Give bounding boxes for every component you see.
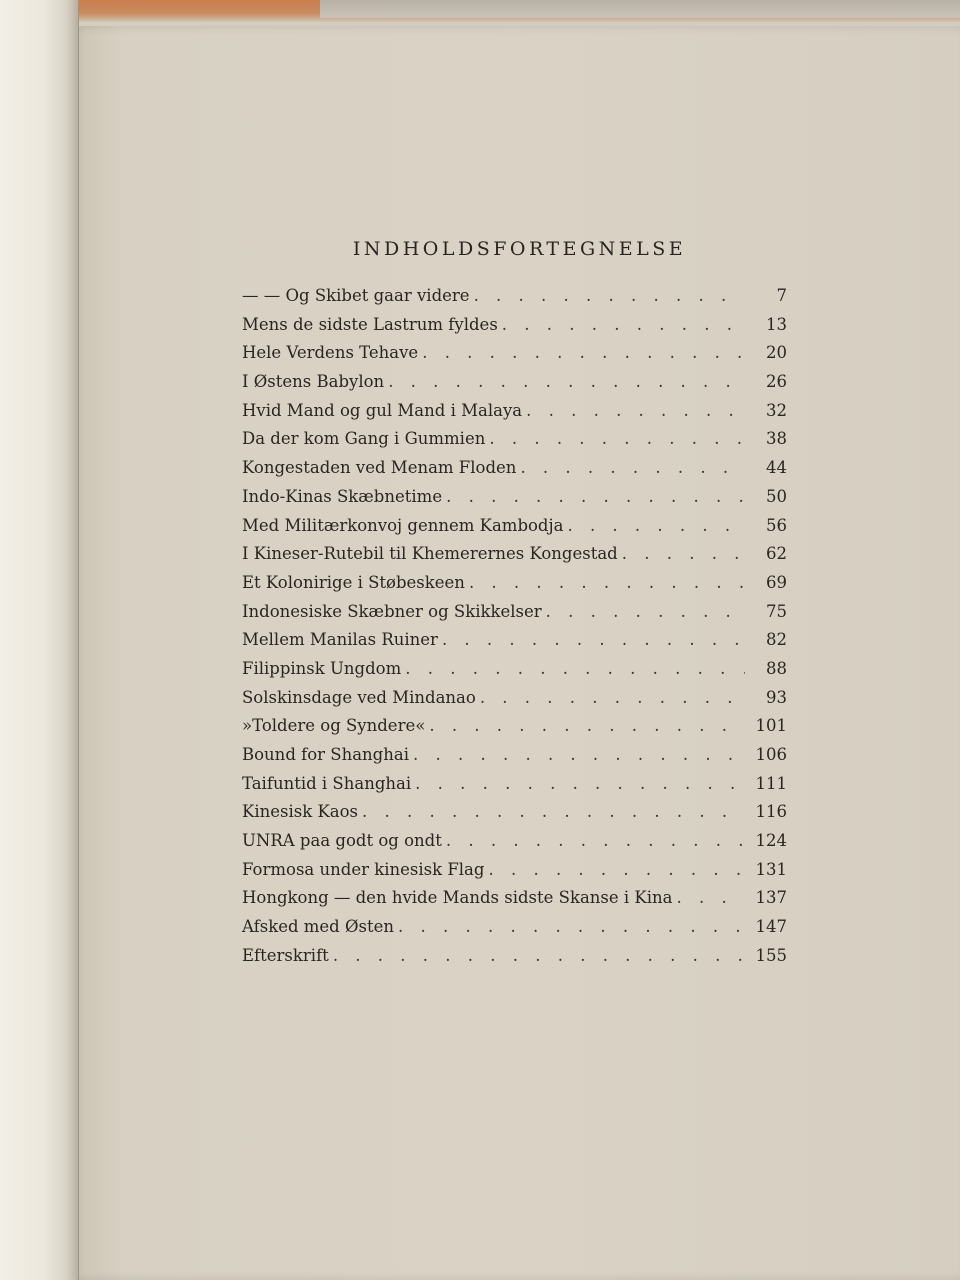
toc-dot-leader <box>446 827 745 856</box>
book-cover-edge-grey <box>320 0 960 18</box>
toc-entry-page-number: 56 <box>766 515 787 535</box>
toc-entry <box>242 598 787 627</box>
toc-entry-title: Med Militærkonvoj gennem Kambodja <box>242 515 564 535</box>
toc-dot-leader <box>502 311 745 340</box>
toc-entry <box>242 569 787 598</box>
toc-entry-title: Hele Verdens Tehave <box>242 343 419 363</box>
toc-dot-leader <box>362 798 745 827</box>
toc-entry-title: Bound for Shanghai <box>242 745 409 764</box>
toc-entry-title: Efterskrift <box>242 945 329 965</box>
toc-entry-page-number: 116 <box>755 802 787 822</box>
toc-dot-leader <box>388 368 745 397</box>
toc-dot-leader <box>446 483 745 512</box>
toc-entry-page-number: 93 <box>766 687 787 707</box>
toc-entry-title: I Østens Babylon <box>242 372 385 392</box>
toc-entry <box>242 483 787 512</box>
toc-entry-title: Solskinsdage ved Mindanao <box>242 687 476 707</box>
toc-entry-page-number: 75 <box>766 601 787 621</box>
toc-entry <box>242 626 787 655</box>
toc-entry <box>242 827 787 856</box>
toc-dot-leader <box>415 770 745 799</box>
toc-entry-page-number: 131 <box>755 859 787 879</box>
toc-entry-title: Filippinsk Ungdom <box>242 658 402 678</box>
toc-entry-title: Hongkong — den hvide Mands sidste Skanse i Kina <box>242 888 673 908</box>
toc-entry <box>242 655 787 684</box>
toc-entry-title: Mellem Manilas Ruiner <box>242 630 438 650</box>
toc-entry-page-number: 88 <box>766 658 787 678</box>
toc-entry-page-number: 111 <box>755 773 787 793</box>
toc-entry-page-number: 32 <box>766 400 787 420</box>
toc-entry-page-number: 62 <box>766 544 787 564</box>
toc-dot-leader <box>567 512 745 541</box>
toc-entry-page-number: 44 <box>766 458 787 478</box>
toc-entry-page-number: 38 <box>766 429 787 449</box>
toc-dot-leader <box>489 425 745 454</box>
toc-dot-leader <box>622 540 745 569</box>
toc-entry-title: I Kineser-Rutebil til Khemerernes Kongestad <box>242 544 618 564</box>
toc-entry-title: UNRA paa godt og ondt <box>242 831 442 851</box>
toc-dot-leader <box>442 626 745 655</box>
toc-dot-leader <box>469 569 745 598</box>
toc-entry-title: Afsked med Østen <box>242 917 395 937</box>
toc-entry <box>242 339 787 368</box>
toc-entry-title: Formosa under kinesisk Flag <box>242 859 485 879</box>
toc-entry <box>242 741 787 770</box>
toc-entry-title: Kongestaden ved Menam Floden <box>242 458 517 478</box>
toc-entry-page-number: 7 <box>776 286 787 305</box>
toc-entry-page-number: 124 <box>755 831 787 851</box>
toc-entry <box>242 454 787 483</box>
toc-entry <box>242 397 787 426</box>
toc-entry-page-number: 20 <box>766 343 787 363</box>
toc-entry <box>242 425 787 454</box>
toc-entry-title: Et Kolonirige i Støbeskeen <box>242 572 465 592</box>
toc-entry-title: Kinesisk Kaos <box>242 802 359 822</box>
toc-entry-title: Taifuntid i Shanghai <box>242 773 412 793</box>
toc-dot-leader <box>488 856 745 885</box>
toc-entry <box>242 512 787 541</box>
toc-heading: INDHOLDSFORTEGNELSE <box>352 238 687 260</box>
toc-entry-title: Indo-Kinas Skæbnetime <box>242 486 443 506</box>
toc-dot-leader <box>474 282 745 311</box>
toc-entry <box>242 884 787 913</box>
toc-entry <box>242 368 787 397</box>
toc-entry-title: Indonesiske Skæbner og Skikkelser <box>242 601 542 621</box>
toc-list <box>242 282 787 971</box>
toc-entry-page-number: 106 <box>755 745 787 764</box>
toc-dot-leader <box>677 884 746 913</box>
toc-entry <box>242 856 787 885</box>
toc-entry <box>242 311 787 340</box>
toc-entry-title: Da der kom Gang i Gummien <box>242 429 486 449</box>
toc-entry-title: Hvid Mand og gul Mand i Malaya <box>242 400 523 420</box>
toc-entry-title: »Toldere og Syndere« <box>242 716 426 736</box>
toc-entry-page-number: 101 <box>755 716 787 736</box>
toc-entry-title: Mens de sidste Lastrum fyldes <box>242 314 498 334</box>
toc-dot-leader <box>526 397 745 426</box>
toc-entry <box>242 282 787 311</box>
toc-entry-page-number: 26 <box>766 372 787 392</box>
toc-entry <box>242 540 787 569</box>
toc-dot-leader <box>398 913 745 942</box>
toc-entry <box>242 798 787 827</box>
toc-entry-page-number: 147 <box>755 917 787 937</box>
toc-entry-page-number: 50 <box>766 486 787 506</box>
toc-entry <box>242 942 787 971</box>
toc-dot-leader <box>413 741 745 770</box>
toc-dot-leader <box>422 339 745 368</box>
toc-entry-title: — — Og Skibet gaar videre <box>242 286 470 305</box>
toc-entry-page-number: 155 <box>755 945 787 965</box>
toc-entry-page-number: 137 <box>755 888 787 908</box>
toc-entry <box>242 770 787 799</box>
toc-entry <box>242 913 787 942</box>
table-of-contents <box>242 238 787 971</box>
toc-entry <box>242 684 787 713</box>
toc-entry <box>242 712 787 741</box>
toc-dot-leader <box>480 684 745 713</box>
toc-dot-leader <box>520 454 745 483</box>
toc-entry-page-number: 82 <box>766 630 787 650</box>
toc-dot-leader <box>333 942 745 971</box>
toc-entry-page-number: 69 <box>766 572 787 592</box>
toc-dot-leader <box>429 712 745 741</box>
toc-entry-page-number: 13 <box>766 314 787 334</box>
toc-dot-leader <box>546 598 745 627</box>
toc-dot-leader <box>405 655 745 684</box>
previous-page-edge <box>0 0 79 1280</box>
